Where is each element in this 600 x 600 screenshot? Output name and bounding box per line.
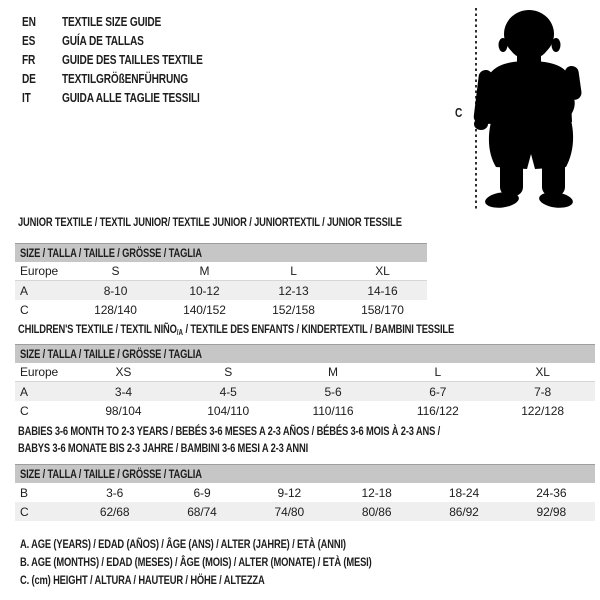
value-cell: 8-10	[103, 283, 128, 298]
row-label-cell: A	[20, 384, 28, 399]
table-row	[15, 502, 595, 521]
value-cell: 116/122	[416, 403, 459, 418]
baby-silhouette	[472, 4, 600, 214]
value-cell: 98/104	[105, 403, 142, 418]
size-table	[15, 243, 427, 319]
table-row	[15, 262, 427, 281]
value-cell: 5-6	[324, 384, 342, 399]
table-row	[15, 300, 427, 319]
legend	[20, 535, 471, 589]
value-cell: 104/110	[207, 403, 250, 418]
value-cell: XL	[375, 264, 390, 278]
value-cell: 86/92	[449, 504, 479, 519]
language-code: FR	[22, 52, 36, 67]
row-label-cell: A	[20, 283, 28, 298]
value-cell: S	[111, 264, 120, 278]
value-cell: 14-16	[367, 283, 398, 298]
value-cell: 7-8	[534, 384, 552, 399]
language-code: DE	[22, 71, 36, 86]
size-figure	[0, 0, 600, 220]
row-label-cell: C	[20, 302, 29, 317]
value-cell: S	[224, 365, 233, 379]
size-table	[15, 464, 595, 521]
value-cell: 10-12	[189, 283, 220, 298]
value-cell: 12-18	[361, 485, 392, 500]
language-label: TEXTILE SIZE GUIDE	[62, 14, 162, 29]
value-cell: 3-6	[106, 485, 124, 500]
row-label-cell: Europe	[20, 365, 59, 379]
value-cell: 152/158	[272, 302, 315, 317]
value-cell: 74/80	[274, 504, 305, 519]
row-label-cell: Europe	[20, 264, 59, 278]
table-row	[15, 363, 595, 382]
table-row	[15, 483, 595, 502]
table-row	[15, 281, 427, 300]
value-cell: 140/152	[183, 302, 226, 317]
section-title	[18, 423, 559, 457]
value-cell: 80/86	[361, 504, 392, 519]
language-label: GUIDE DES TAILLES TEXTILE	[62, 52, 203, 67]
table-row	[15, 382, 595, 401]
section-title-line: BABIES 3-6 MONTH TO 2-3 YEARS / BEBÉS 3-6 MESES A 2-3 AÑOS / BÉBÉS 3-6 MOIS À 2-3 ANS /	[18, 424, 441, 438]
section-title-line: BABYS 3-6 MONATE BIS 2-3 JAHRE / BAMBINI 3-6 MESI A 2-3 ANNI	[18, 441, 309, 455]
legend-line: C. (cm) HEIGHT / ALTURA / HAUTEUR / HÖHE / ALTEZZA	[20, 573, 265, 587]
table-row	[15, 401, 595, 420]
section-title	[18, 321, 577, 338]
row-label-cell: C	[20, 403, 29, 418]
value-cell: 110/116	[312, 403, 354, 418]
section-title-line: CHILDREN'S TEXTILE / TEXTIL $NIÑO_{/A}$ / TEXTILE DES ENFANTS / KINDERTEXTIL / BAMBINI TESSILE	[18, 322, 455, 337]
value-cell: L	[434, 365, 442, 379]
height-label: C	[455, 105, 463, 120]
value-cell: 3-4	[114, 384, 132, 399]
row-label-cell: B	[20, 485, 28, 500]
value-cell: 6-9	[193, 485, 211, 500]
language-label: TEXTILGRÖßENFÜHRUNG	[62, 71, 189, 86]
legend-line: A. AGE (YEARS) / EDAD (AÑOS) / ÂGE (ANS) / ALTER (JAHRE) / ETÀ (ANNI)	[20, 537, 346, 551]
value-cell: L	[290, 264, 297, 278]
value-cell: M	[199, 264, 210, 278]
ear-right	[552, 38, 561, 52]
language-code: IT	[22, 90, 31, 105]
size-table	[15, 344, 595, 420]
value-cell: 68/74	[187, 504, 217, 519]
value-cell: 18-24	[448, 485, 480, 500]
value-cell: 122/128	[521, 403, 564, 418]
section-title	[18, 214, 510, 231]
table-header-bar: SIZE / TALLA / TAILLE / GRÖSSE / TAGLIA	[15, 344, 595, 363]
language-label: GUIDA ALLE TAGLIE TESSILI	[62, 90, 200, 105]
language-code: EN	[22, 14, 36, 29]
section-title-line: JUNIOR TEXTILE / TEXTIL JUNIOR/ TEXTILE JUNIOR / JUNIORTEXTIL / JUNIOR TESSILE	[18, 215, 402, 229]
value-cell: 4-5	[219, 384, 237, 399]
row-label-cell: C	[20, 504, 29, 519]
value-cell: 6-7	[429, 384, 447, 399]
value-cell: 158/170	[361, 302, 404, 317]
language-code: ES	[22, 33, 36, 48]
table-header-bar: SIZE / TALLA / TAILLE / GRÖSSE / TAGLIA	[15, 243, 427, 262]
value-cell: M	[328, 365, 338, 379]
ear-left	[499, 38, 508, 52]
table-header-bar: SIZE / TALLA / TAILLE / GRÖSSE / TAGLIA	[15, 464, 595, 483]
language-label: GUÍA DE TALLAS	[62, 33, 144, 48]
value-cell: XS	[115, 365, 132, 379]
value-cell: 62/68	[99, 504, 130, 519]
value-cell: 128/140	[94, 302, 137, 317]
value-cell: XL	[535, 365, 550, 379]
value-cell: 9-12	[277, 485, 302, 500]
value-cell: 12-13	[278, 283, 309, 298]
legend-line: B. AGE (MONTHS) / EDAD (MESES) / ÂGE (MOIS) / ALTER (MONATE) / ETÀ (MESI)	[20, 555, 372, 569]
value-cell: 24-36	[536, 485, 567, 500]
value-cell: 92/98	[536, 504, 567, 519]
